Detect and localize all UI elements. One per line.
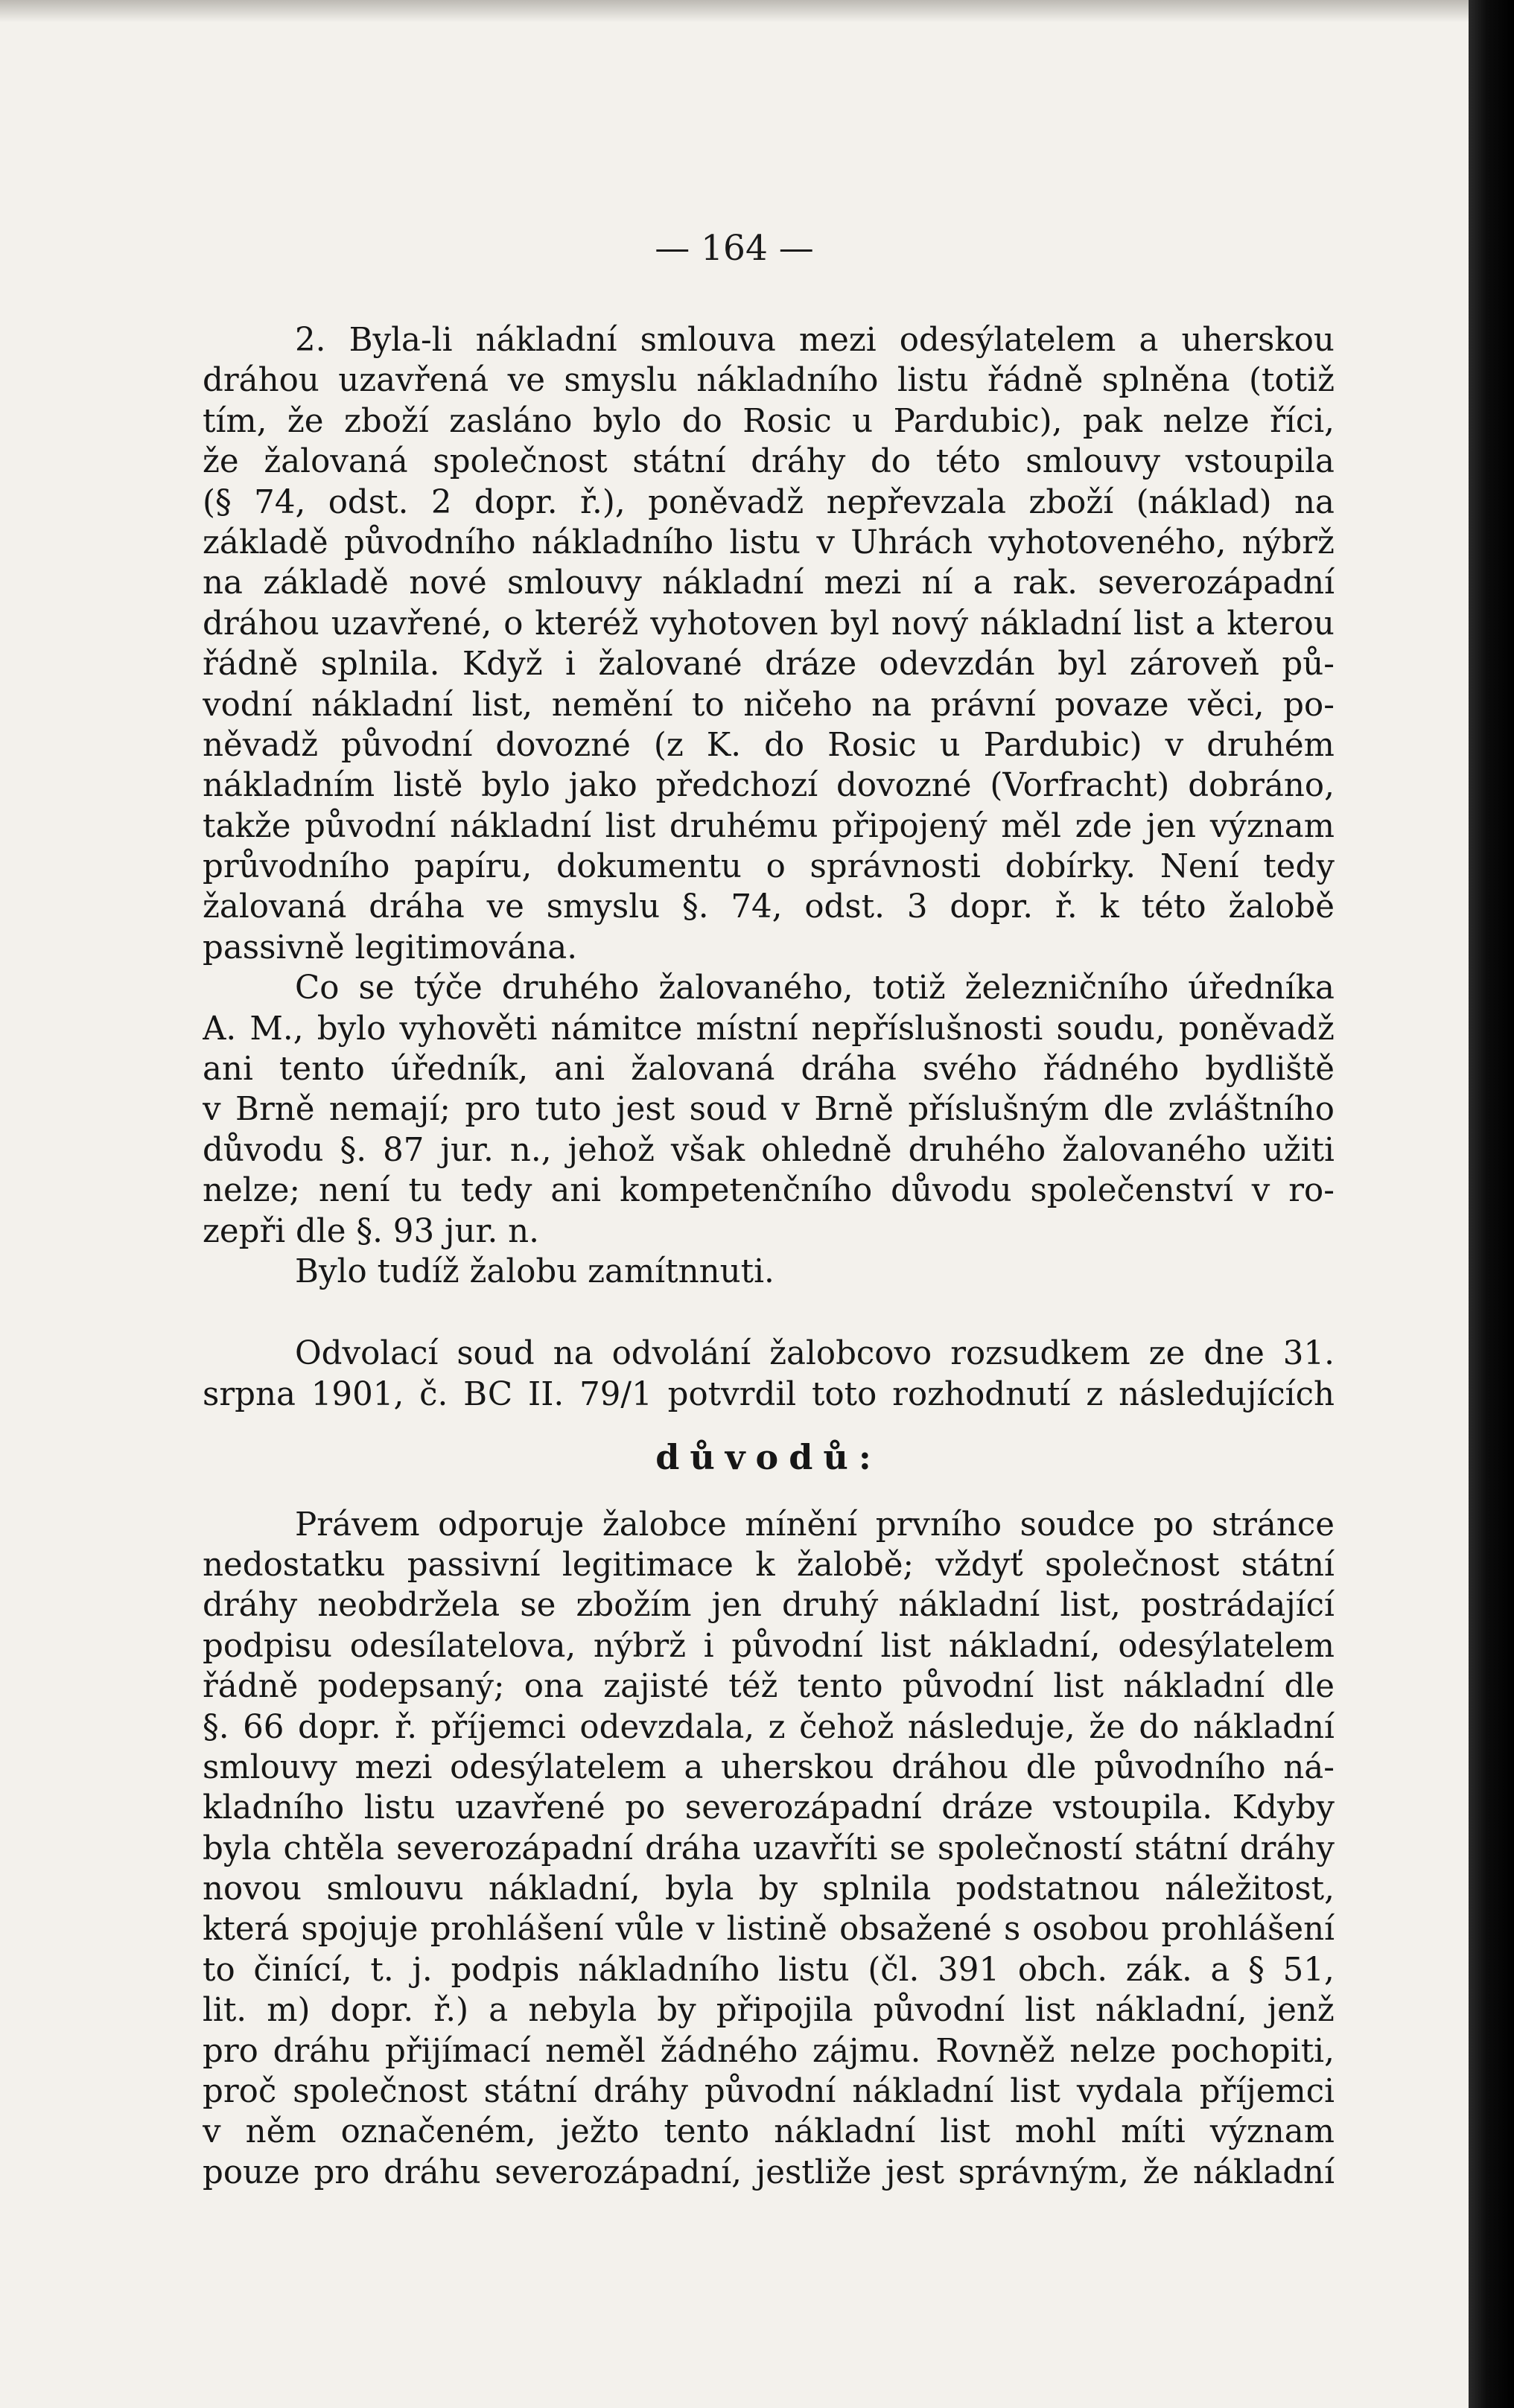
body-text [203,320,1335,2193]
text-line: Bylo tudíž žalobu zamítnnuti. [295,1252,775,1290]
text-line: vodní nákladní list, nemění to ničeho na právní povaze věci, po- [203,686,1335,724]
text-line: kladního listu uzavřené po severozápadní dráze vstoupila. Kdyby [203,1789,1335,1827]
text-line: passivně legitimována. [203,929,578,966]
text-line: že žalovaná společnost státní dráhy do této smlouvy vstoupila [203,443,1335,481]
text-line: srpna 1901, č. BC II. 79/1 potvrdil toto rozhodnutí z následujících [203,1375,1335,1413]
page-number: — 164 — [655,228,814,269]
text-line: průvodního papíru, dokumentu o správnosti dobírky. Není tedy [203,848,1335,886]
text-line: zepři dle §. 93 jur. n. [203,1212,539,1250]
text-line: Odvolací soud na odvolání žalobcovo rozsudkem ze dne 31. [295,1335,1335,1373]
text-line: tím, že zboží zasláno bylo do Rosic u Pardubic), pak nelze říci, [203,402,1335,440]
page-top-shadow [0,0,1469,22]
text-line: byla chtěla severozápadní dráha uzavříti se společností státní dráhy [203,1829,1335,1867]
text-line: Co se týče druhého žalovaného, totiž železničního úředníka [295,969,1335,1007]
paragraph-5 [203,1505,1335,2194]
text-line: smlouvy mezi odesýlatelem a uherskou dráhou dle původního ná- [203,1748,1335,1786]
text-line: na základě nové smlouvy nákladní mezi ní a rak. severozápadní [203,564,1335,602]
text-line: §. 66 dopr. ř. příjemci odevzdala, z čehož následuje, že do nákladní [203,1708,1335,1746]
section-heading: důvodů: [655,1437,882,1478]
text-line: novou smlouvu nákladní, byla by splnila podstatnou náležitost, [203,1870,1335,1908]
text-line: pro dráhu přijímací neměl žádného zájmu. Rovněž nelze pochopiti, [203,2032,1335,2070]
text-line: řádně podepsaný; ona zajisté též tento původní list nákladní dle [203,1668,1335,1706]
text-line: A. M., bylo vyhověti námitce místní nepříslušnosti soudu, poněvadž [203,1010,1335,1048]
text-line: nelze; není tu tedy ani kompetenčního důvodu společenství v ro- [203,1172,1335,1210]
paragraph-gap [203,1292,1335,1334]
text-line: proč společnost státní dráhy původní nákladní list vydala příjemci [203,2073,1335,2111]
text-line: takže původní nákladní list druhému připojený měl zde jen význam [203,807,1335,845]
text-line: důvodu §. 87 jur. n., jehož však ohledně druhého žalovaného užiti [203,1131,1335,1169]
text-line: Právem odporuje žalobce mínění prvního soudce po stránce [295,1506,1335,1544]
text-line: nákladním listě bylo jako předchozí dovozné (Vorfracht) dobráno, [203,767,1335,805]
text-line: to činící, t. j. podpis nákladního listu (čl. 391 obch. zák. a § 51, [203,1951,1335,1989]
paragraph-4 [203,1334,1335,1415]
text-line: nedostatku passivní legitimace k žalobě; vždyť společnost státní [203,1546,1335,1584]
scan-right-edge [1469,0,1514,2408]
text-line: ani tento úředník, ani žalovaná dráha svého řádného bydliště [203,1051,1335,1089]
text-line: něvadž původní dovozné (z K. do Rosic u Pardubic) v druhém [203,726,1335,764]
text-line: řádně splnila. Když i žalované dráze odevzdán byl zároveň pů- [203,646,1335,684]
text-line: žalovaná dráha ve smyslu §. 74, odst. 3 dopr. ř. k této žalobě [203,888,1335,926]
text-line: která spojuje prohlášení vůle v listině obsažené s osobou prohlášení [203,1911,1335,1949]
text-line: (§ 74, odst. 2 dopr. ř.), poněvadž nepřevzala zboží (náklad) na [203,483,1335,521]
text-line: dráhy neobdržela se zbožím jen druhý nákladní list, postrádající [203,1587,1335,1625]
text-line: v Brně nemají; pro tuto jest soud v Brně příslušným dle zvláštního [203,1091,1335,1129]
text-line: dráhou uzavřená ve smyslu nákladního listu řádně splněna (totiž [203,362,1335,400]
text-line: lit. m) dopr. ř.) a nebyla by připojila původní list nákladní, jenž [203,1992,1335,2030]
paragraph-2 [203,968,1335,1252]
text-line: dráhou uzavřené, o kteréž vyhotoven byl nový nákladní list a kterou [203,605,1335,643]
paragraph-3 [203,1252,1335,1292]
text-line: v něm označeném, ježto tento nákladní list mohl míti význam [203,2113,1335,2151]
text-line: 2. Byla-li nákladní smlouva mezi odesýlatelem a uherskou [295,322,1335,359]
paragraph-1 [203,320,1335,968]
text-line: pouze pro dráhu severozápadní, jestliže jest správným, že nákladní [203,2153,1335,2191]
text-line: podpisu odesílatelova, nýbrž i původní list nákladní, odesýlatelem [203,1627,1335,1665]
text-line: základě původního nákladního listu v Uhrách vyhotoveného, nýbrž [203,523,1335,561]
